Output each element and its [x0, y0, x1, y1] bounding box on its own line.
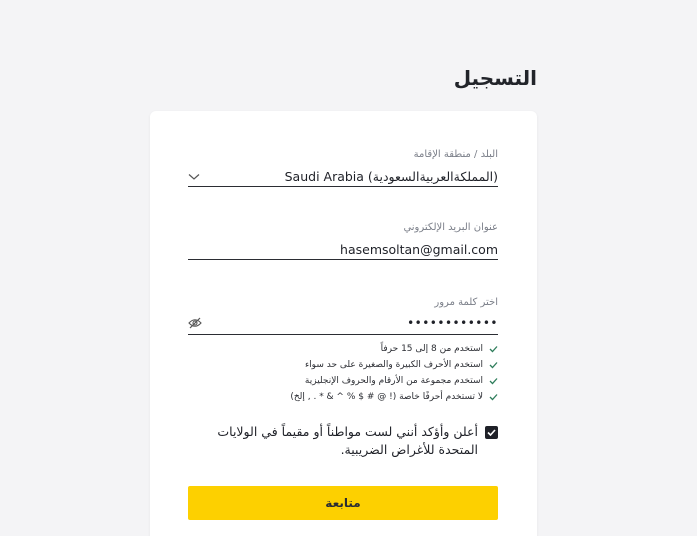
country-value[interactable]: Saudi Arabia (المملكةالعربيةالسعودية) [284, 169, 498, 184]
password-rule-text: لا تستخدم أحرفًا خاصة (! @ # $ % ^ & * . , إلخ) [290, 392, 483, 402]
page-title: التسجيل [453, 66, 537, 90]
country-underline [188, 186, 498, 187]
password-rule [188, 341, 498, 357]
password-label: اختر كلمة مرور [434, 297, 498, 308]
email-input[interactable]: hasemsoltan@gmail.com [340, 242, 498, 257]
password-rule [188, 373, 498, 389]
country-label: البلد / منطقة الإقامة [413, 149, 498, 160]
check-icon [489, 361, 498, 369]
consent-checkbox[interactable] [485, 426, 498, 439]
check-icon [489, 345, 498, 353]
password-field[interactable] [188, 295, 498, 335]
continue-button[interactable]: متابعة [188, 486, 498, 520]
country-select[interactable] [188, 149, 498, 189]
check-icon [489, 393, 498, 401]
eye-off-icon[interactable] [188, 317, 202, 329]
email-underline [188, 259, 498, 260]
password-rules-list [188, 341, 498, 405]
password-rule [188, 389, 498, 405]
consent-text: أعلن وأؤكد أنني لست مواطناً أو مقيماً في الولايات المتحدة للأغراض الضريبية. [217, 424, 478, 457]
registration-card [150, 111, 537, 536]
password-rule [188, 357, 498, 373]
password-input[interactable]: •••••••••••• [407, 316, 498, 330]
email-field[interactable] [188, 222, 498, 262]
password-rule-text: استخدم الأحرف الكبيرة والصغيرة على حد سواء [304, 360, 483, 370]
checkmark-icon [487, 429, 496, 436]
chevron-down-icon[interactable] [188, 173, 200, 181]
email-label: عنوان البريد الإلكتروني [403, 222, 498, 233]
password-underline [188, 334, 498, 335]
password-rule-text: استخدم من 8 إلى 15 حرفاً [380, 344, 483, 354]
password-rule-text: استخدم مجموعة من الأرقام والحروف الإنجليزية [304, 376, 483, 386]
check-icon [489, 377, 498, 385]
